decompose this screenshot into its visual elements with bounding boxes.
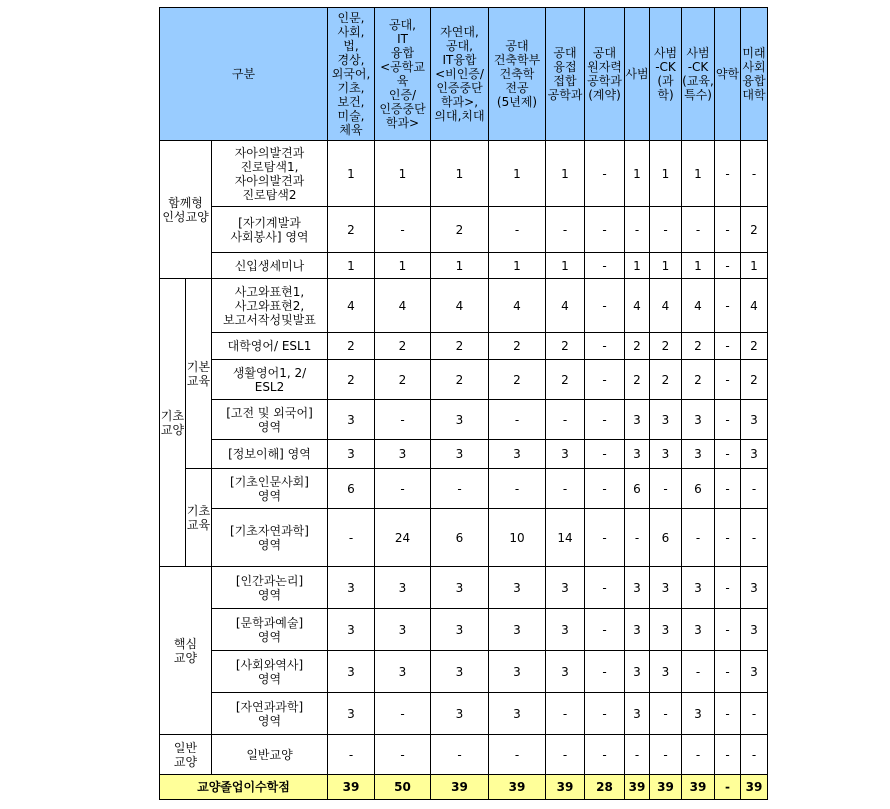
credit-cell: 3 (682, 440, 715, 469)
total-label: 교양졸업이수학점 (160, 775, 328, 800)
credit-cell: - (715, 360, 741, 400)
category-header: 구분 (160, 8, 328, 141)
credit-cell: - (715, 141, 741, 207)
course-label: 생활영어1, 2/ ESL2 (212, 360, 328, 400)
column-header: 자연대, 공대, IT융합 <비인증/ 인증중단 학과>, 의대,치대 (431, 8, 489, 141)
credit-cell: - (715, 609, 741, 651)
credit-cell: - (328, 509, 375, 567)
credit-cell: - (682, 509, 715, 567)
credit-cell: - (741, 735, 768, 775)
credit-cell: 3 (741, 651, 768, 693)
credit-cell: 6 (650, 509, 682, 567)
credit-cell: - (375, 469, 431, 509)
credit-cell: 39 (741, 775, 768, 800)
credit-cell: - (682, 651, 715, 693)
credit-cell: - (585, 693, 625, 735)
credit-cell: 6 (625, 469, 650, 509)
column-header: 공대, IT 융합 <공학교육 인증/ 인증중단 학과> (375, 8, 431, 141)
column-header: 공대 융접 접합 공학과 (546, 8, 585, 141)
credit-cell: 2 (682, 333, 715, 360)
course-label: [사회와역사] 영역 (212, 651, 328, 693)
credit-cell: 1 (375, 253, 431, 279)
column-header: 사범 -CK (교육, 특수) (682, 8, 715, 141)
credit-cell: 3 (682, 609, 715, 651)
course-label: [정보이해] 영역 (212, 440, 328, 469)
credit-cell: 39 (328, 775, 375, 800)
credit-cell: 2 (650, 333, 682, 360)
credit-cell: 2 (375, 360, 431, 400)
credit-cell: 3 (328, 400, 375, 440)
credit-cell: - (375, 693, 431, 735)
table-row (160, 440, 768, 469)
credit-cell: 2 (741, 333, 768, 360)
credit-cell: - (650, 693, 682, 735)
credit-cell: 3 (328, 567, 375, 609)
course-label: [문학과예술] 영역 (212, 609, 328, 651)
course-label: 일반교양 (212, 735, 328, 775)
credit-cell: - (546, 735, 585, 775)
credit-cell: - (328, 735, 375, 775)
credit-cell: - (715, 207, 741, 253)
credit-cell: 1 (650, 253, 682, 279)
credit-cell: 1 (546, 141, 585, 207)
credit-cell: - (585, 440, 625, 469)
credit-cell: 3 (741, 567, 768, 609)
credit-cell: - (585, 141, 625, 207)
table-row (160, 735, 768, 775)
credit-cell: - (585, 509, 625, 567)
table-body (160, 141, 768, 800)
credit-cell: - (741, 509, 768, 567)
credit-cell: 3 (328, 609, 375, 651)
course-label: [기초인문사회] 영역 (212, 469, 328, 509)
credit-cell: - (585, 609, 625, 651)
credit-cell: - (715, 509, 741, 567)
table-row (160, 253, 768, 279)
credit-cell: 3 (650, 651, 682, 693)
credit-cell: - (650, 735, 682, 775)
credit-cell: 3 (682, 693, 715, 735)
group-label: 핵심 교양 (160, 567, 212, 735)
credit-cell: 3 (546, 440, 585, 469)
credit-cell: 3 (625, 567, 650, 609)
credit-cell: - (715, 279, 741, 333)
credit-cell: 39 (489, 775, 546, 800)
credit-cell: 10 (489, 509, 546, 567)
credit-cell: 2 (650, 360, 682, 400)
credit-cell: 4 (375, 279, 431, 333)
credit-cell: 3 (489, 693, 546, 735)
credit-cell: 2 (625, 333, 650, 360)
credit-cell: - (715, 400, 741, 440)
credit-cell: 3 (650, 567, 682, 609)
credit-cell: - (375, 735, 431, 775)
credit-cell: 4 (431, 279, 489, 333)
credit-cell: - (489, 207, 546, 253)
credit-cell: 24 (375, 509, 431, 567)
credit-cell: 2 (625, 360, 650, 400)
credit-cell: 14 (546, 509, 585, 567)
credit-cell: 1 (625, 141, 650, 207)
credit-cell: 50 (375, 775, 431, 800)
column-header: 공대 건축학부 건축학 전공 (5년제) (489, 8, 546, 141)
credit-cell: - (715, 735, 741, 775)
credit-cell: 2 (328, 207, 375, 253)
credit-cell: 39 (625, 775, 650, 800)
credit-cell: 3 (625, 609, 650, 651)
credit-cell: 3 (625, 693, 650, 735)
credit-cell: 3 (489, 567, 546, 609)
header-row (160, 8, 768, 141)
credit-cell: - (585, 400, 625, 440)
credit-cell: 2 (546, 360, 585, 400)
credit-cell: - (585, 279, 625, 333)
credit-cell: 3 (546, 651, 585, 693)
column-header: 공대 원자력 공학과 (계약) (585, 8, 625, 141)
subgroup-label: 기본 교육 (186, 279, 212, 469)
credit-cell: 3 (625, 440, 650, 469)
column-header: 인문, 사회, 법, 경상, 외국어, 기초, 보건, 미술, 체육 (328, 8, 375, 141)
credit-cell: - (715, 333, 741, 360)
table-row (160, 400, 768, 440)
course-label: 신입생세미나 (212, 253, 328, 279)
credit-cell: 3 (546, 609, 585, 651)
credit-cell: 4 (625, 279, 650, 333)
credit-cell: - (625, 207, 650, 253)
credit-cell: 3 (489, 440, 546, 469)
credit-cell: - (682, 735, 715, 775)
credit-cell: 3 (375, 440, 431, 469)
credit-cell: - (546, 400, 585, 440)
credit-cell: 2 (375, 333, 431, 360)
credit-cell: - (431, 469, 489, 509)
table-row (160, 279, 768, 333)
credit-cell: - (585, 360, 625, 400)
course-label: [인간과논리] 영역 (212, 567, 328, 609)
credit-cell: 1 (546, 253, 585, 279)
credit-cell: 3 (741, 400, 768, 440)
table-row (160, 360, 768, 400)
credit-cell: 4 (650, 279, 682, 333)
credit-cell: 3 (625, 651, 650, 693)
credit-cell: - (715, 567, 741, 609)
credit-cell: - (715, 651, 741, 693)
table-row (160, 141, 768, 207)
credit-cell: - (546, 693, 585, 735)
credit-cell: 4 (489, 279, 546, 333)
credit-cell: - (546, 207, 585, 253)
credit-cell: 1 (650, 141, 682, 207)
column-header: 약학 (715, 8, 741, 141)
credit-cell: 3 (741, 609, 768, 651)
course-label: [자기계발과 사회봉사] 영역 (212, 207, 328, 253)
credit-cell: 2 (431, 333, 489, 360)
credit-cell: 1 (489, 141, 546, 207)
credit-cell: - (585, 469, 625, 509)
credit-cell: 3 (375, 567, 431, 609)
credit-cell: 2 (489, 360, 546, 400)
table-row (160, 333, 768, 360)
credit-cell: - (585, 651, 625, 693)
table-row (160, 509, 768, 567)
credit-cell: 3 (328, 693, 375, 735)
credit-cell: - (715, 253, 741, 279)
credit-cell: 4 (328, 279, 375, 333)
credit-cell: 4 (546, 279, 585, 333)
credit-cell: 39 (546, 775, 585, 800)
credit-cell: 3 (546, 567, 585, 609)
credit-cell: 2 (431, 207, 489, 253)
credit-cell: 3 (431, 609, 489, 651)
credit-cell: - (375, 400, 431, 440)
column-header: 사범 (625, 8, 650, 141)
credit-cell: 2 (489, 333, 546, 360)
credit-cell: 2 (741, 207, 768, 253)
credit-cell: - (585, 333, 625, 360)
credit-cell: 3 (375, 651, 431, 693)
credit-cell: - (625, 735, 650, 775)
table-row (160, 693, 768, 735)
course-label: 자아의발견과 진로탐색1, 자아의발견과 진로탐색2 (212, 141, 328, 207)
credit-cell: - (489, 735, 546, 775)
table-row (160, 567, 768, 609)
credit-cell: - (585, 567, 625, 609)
credit-cell: 1 (682, 253, 715, 279)
group-label: 함께형 인성교양 (160, 141, 212, 279)
credit-cell: 3 (375, 609, 431, 651)
credit-cell: 1 (328, 253, 375, 279)
table-row (160, 609, 768, 651)
credit-cell: 3 (650, 440, 682, 469)
credit-cell: 1 (431, 253, 489, 279)
credit-cell: - (741, 141, 768, 207)
credit-cell: 3 (328, 651, 375, 693)
credit-cell: - (625, 509, 650, 567)
credit-cell: 1 (625, 253, 650, 279)
credit-cell: - (741, 693, 768, 735)
credit-cell: 3 (431, 567, 489, 609)
column-header: 사범 -CK (과학) (650, 8, 682, 141)
course-label: 사고와표현1, 사고와표현2, 보고서작성및발표 (212, 279, 328, 333)
group-label: 기초 교양 (160, 279, 186, 567)
credit-cell: 1 (375, 141, 431, 207)
course-label: 대학영어/ ESL1 (212, 333, 328, 360)
credit-cell: 4 (682, 279, 715, 333)
credit-cell: 2 (546, 333, 585, 360)
credit-cell: 3 (741, 440, 768, 469)
credit-cell: - (585, 253, 625, 279)
credit-cell: - (650, 207, 682, 253)
table-row (160, 207, 768, 253)
credit-cell: - (682, 207, 715, 253)
graduation-credits-table (159, 7, 768, 800)
course-label: [자연과과학] 영역 (212, 693, 328, 735)
credit-cell: 3 (431, 440, 489, 469)
credit-cell: - (715, 469, 741, 509)
credit-cell: 3 (650, 609, 682, 651)
credit-cell: 3 (625, 400, 650, 440)
subgroup-label: 기초 교육 (186, 469, 212, 567)
credit-cell: 2 (328, 333, 375, 360)
group-label: 일반 교양 (160, 735, 212, 775)
credit-cell: 39 (682, 775, 715, 800)
credit-cell: 6 (682, 469, 715, 509)
credit-cell: 3 (489, 609, 546, 651)
credit-cell: 1 (489, 253, 546, 279)
credit-cell: 3 (682, 567, 715, 609)
course-label: [기초자연과학] 영역 (212, 509, 328, 567)
credit-cell: 2 (682, 360, 715, 400)
credit-cell: 3 (682, 400, 715, 440)
credit-cell: 2 (431, 360, 489, 400)
credit-cell: 1 (328, 141, 375, 207)
credit-cell: 6 (431, 509, 489, 567)
credit-cell: - (585, 207, 625, 253)
table-row (160, 469, 768, 509)
credit-cell: 6 (328, 469, 375, 509)
credit-cell: 3 (489, 651, 546, 693)
credit-cell: - (715, 775, 741, 800)
credit-cell: 1 (682, 141, 715, 207)
credit-cell: 39 (431, 775, 489, 800)
credit-cell: 3 (328, 440, 375, 469)
total-row (160, 775, 768, 800)
credit-cell: - (741, 469, 768, 509)
credit-cell: 3 (650, 400, 682, 440)
credit-cell: - (715, 693, 741, 735)
credit-cell: 28 (585, 775, 625, 800)
course-label: [고전 및 외국어] 영역 (212, 400, 328, 440)
credit-cell: 1 (431, 141, 489, 207)
credit-cell: 3 (431, 693, 489, 735)
credit-cell: 4 (741, 279, 768, 333)
credit-cell: 1 (741, 253, 768, 279)
credit-cell: - (585, 735, 625, 775)
credit-cell: 3 (431, 400, 489, 440)
credit-cell: 3 (431, 651, 489, 693)
credit-cell: - (489, 400, 546, 440)
table-row (160, 651, 768, 693)
credit-cell: 2 (741, 360, 768, 400)
credit-cell: - (489, 469, 546, 509)
credit-cell: - (546, 469, 585, 509)
credit-cell: 2 (328, 360, 375, 400)
credit-cell: - (650, 469, 682, 509)
column-header: 미래 사회 융합 대학 (741, 8, 768, 141)
credit-cell: - (715, 440, 741, 469)
credit-cell: - (375, 207, 431, 253)
credit-cell: 39 (650, 775, 682, 800)
credit-cell: - (431, 735, 489, 775)
